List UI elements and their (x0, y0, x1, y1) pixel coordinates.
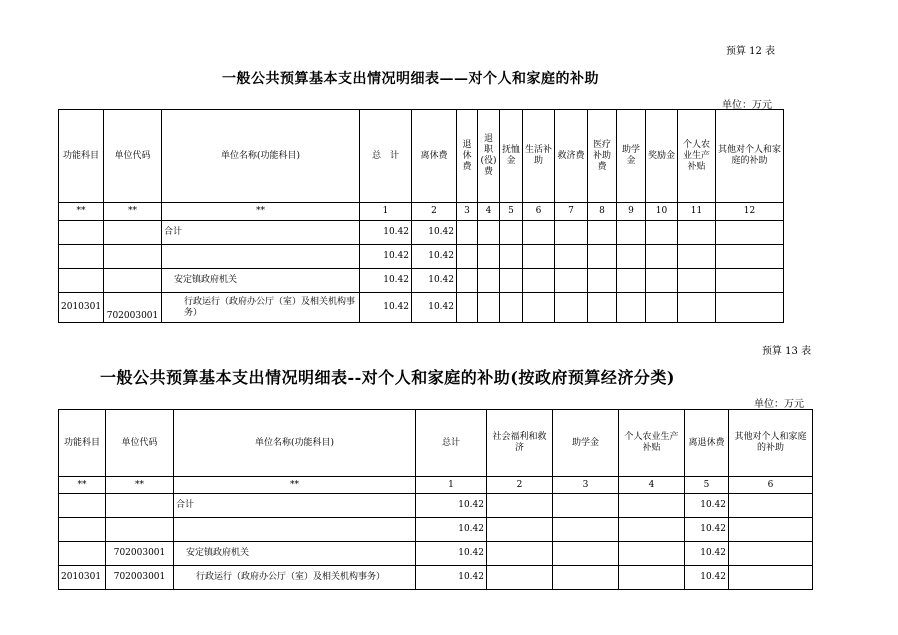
t12-r3-code: 702003001 (104, 293, 162, 323)
t13-h-welfare: 社会福利和救济 (487, 410, 553, 477)
t13-r2-code: 702003001 (106, 542, 174, 566)
t12-r2-name: 安定镇政府机关 (162, 269, 360, 293)
t13-r3-func: 2010301 (59, 566, 106, 590)
table12 (58, 109, 784, 323)
t13-i-6: 4 (619, 477, 685, 494)
t12-i-9: 7 (555, 203, 588, 221)
t13-r3-lixiu: 10.42 (685, 566, 729, 590)
table-row (59, 293, 784, 323)
t12-r3-lixiu: 10.42 (412, 293, 457, 323)
table-row (59, 221, 784, 245)
t13-r1-lixiu: 10.42 (685, 518, 729, 542)
t12-r2-func (59, 269, 104, 293)
t12-r3-func: 2010301 (59, 293, 104, 323)
table-row (59, 542, 813, 566)
t12-i-14: 12 (716, 203, 784, 221)
table-row (59, 494, 813, 518)
t12-r1-lixiu: 10.42 (412, 245, 457, 269)
t13-r2-name: 安定镇政府机关 (174, 542, 416, 566)
table12-unit: 单位：万元 (722, 100, 772, 111)
t12-h-total: 总 计 (360, 110, 412, 203)
t13-i-4: 2 (487, 477, 553, 494)
t12-i-5: 3 (457, 203, 478, 221)
t12-i-1: ** (104, 203, 162, 221)
t12-h-lixiu: 离休费 (412, 110, 457, 203)
t12-h-jiuji: 救济费 (555, 110, 588, 203)
table12-header-row (59, 110, 784, 203)
t12-r1-total: 10.42 (360, 245, 412, 269)
t12-r0-lixiu: 10.42 (412, 221, 457, 245)
t13-r2-lixiu: 10.42 (685, 542, 729, 566)
t12-h-fuxu: 抚恤金 (500, 110, 523, 203)
t12-i-10: 8 (588, 203, 617, 221)
t12-r0-total: 10.42 (360, 221, 412, 245)
t12-r3-name: 行政运行（政府办公厅（室）及相关机构事务） (162, 293, 360, 323)
t13-r3-code: 702003001 (106, 566, 174, 590)
t12-r2-lixiu: 10.42 (412, 269, 457, 293)
t12-h-jiangli: 奖励金 (646, 110, 678, 203)
t12-h-zhuxue: 助学金 (617, 110, 646, 203)
t13-i-8: 6 (729, 477, 813, 494)
table12-title: 一般公共预算基本支出情况明细表——对个人和家庭的补助 (222, 71, 599, 87)
t13-h-func: 功能科目 (59, 410, 106, 477)
t13-r0-total: 10.42 (416, 494, 487, 518)
t12-h-tuixiu: 退休费 (457, 110, 478, 203)
t13-i-2: ** (174, 477, 416, 494)
table-row (59, 566, 813, 590)
t12-h-other: 其他对个人和家庭的补助 (716, 110, 784, 203)
t12-h-tuizhi: 退职(役)费 (478, 110, 500, 203)
t12-r0-code (104, 221, 162, 245)
t13-r3-name: 行政运行（政府办公厅（室）及相关机构事务） (174, 566, 416, 590)
t13-i-1: ** (106, 477, 174, 494)
t13-h-other: 其他对个人和家庭的补助 (729, 410, 813, 477)
t12-i-11: 9 (617, 203, 646, 221)
t12-i-6: 4 (478, 203, 500, 221)
table-row (59, 269, 784, 293)
t13-h-nongye: 个人农业生产补贴 (619, 410, 685, 477)
t12-i-13: 11 (678, 203, 716, 221)
t12-r3-total: 10.42 (360, 293, 412, 323)
t12-r2-total: 10.42 (360, 269, 412, 293)
t12-h-name: 单位名称(功能科目) (162, 110, 360, 203)
t13-i-7: 5 (685, 477, 729, 494)
t12-h-shenghuo: 生活补助 (523, 110, 555, 203)
t12-i-2: ** (162, 203, 360, 221)
t12-r1-code (104, 245, 162, 269)
t12-i-8: 6 (523, 203, 555, 221)
t13-r1-total: 10.42 (416, 518, 487, 542)
t12-r0-name: 合计 (162, 221, 360, 245)
t13-i-0: ** (59, 477, 106, 494)
t13-r1-name (174, 518, 416, 542)
t12-h-code: 单位代码 (104, 110, 162, 203)
t13-r0-name: 合计 (174, 494, 416, 518)
t12-i-4: 2 (412, 203, 457, 221)
t13-r0-func (59, 494, 106, 518)
t13-i-3: 1 (416, 477, 487, 494)
table13-title: 一般公共预算基本支出情况明细表--对个人和家庭的补助(按政府预算经济分类) (100, 368, 675, 387)
table13-index-row (59, 477, 813, 494)
t13-h-zhuxue: 助学金 (553, 410, 619, 477)
t13-r2-func (59, 542, 106, 566)
t13-h-lituixiu: 离退休费 (685, 410, 729, 477)
t13-h-code: 单位代码 (106, 410, 174, 477)
table13-header-row (59, 410, 813, 477)
t12-h-nongye: 个人农业生产补贴 (678, 110, 716, 203)
t12-r1-name (162, 245, 360, 269)
t12-i-12: 10 (646, 203, 678, 221)
t13-h-total: 总计 (416, 410, 487, 477)
table13 (58, 409, 813, 590)
t12-i-3: 1 (360, 203, 412, 221)
table-row (59, 518, 813, 542)
t13-r1-func (59, 518, 106, 542)
t12-i-7: 5 (500, 203, 523, 221)
table12-tag: 预算 12 表 (726, 46, 776, 57)
t12-i-0: ** (59, 203, 104, 221)
t13-r1-code (106, 518, 174, 542)
t13-r3-total: 10.42 (416, 566, 487, 590)
t12-r0-func (59, 221, 104, 245)
t13-r0-lixiu: 10.42 (685, 494, 729, 518)
t13-r2-total: 10.42 (416, 542, 487, 566)
t12-h-func: 功能科目 (59, 110, 104, 203)
table-row (59, 245, 784, 269)
table13-tag: 预算 13 表 (762, 346, 812, 357)
table13-unit: 单位：万元 (754, 399, 804, 410)
t13-h-name: 单位名称(功能科目) (174, 410, 416, 477)
t12-h-yiliao: 医疗补助费 (588, 110, 617, 203)
t12-r1-func (59, 245, 104, 269)
t12-r2-code (104, 269, 162, 293)
t13-r0-code (106, 494, 174, 518)
t13-i-5: 3 (553, 477, 619, 494)
table12-index-row (59, 203, 784, 221)
